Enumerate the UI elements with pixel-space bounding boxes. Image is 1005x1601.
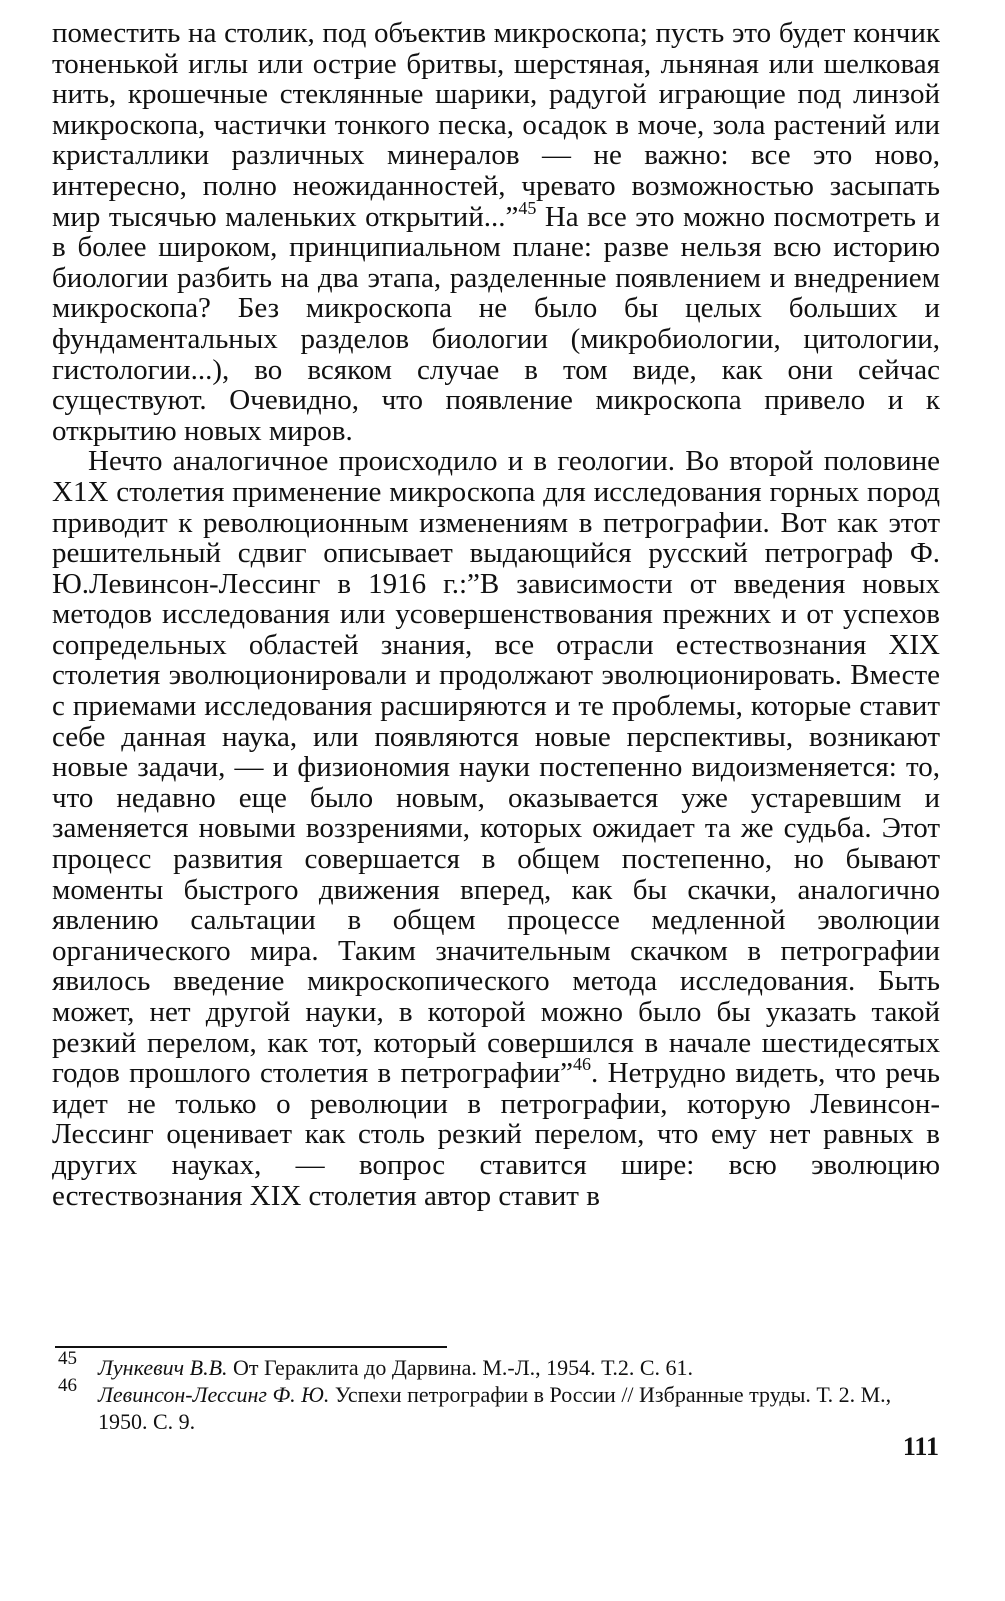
footnote xyxy=(58,1375,940,1435)
footnote-author: Левинсон-Лессинг Ф. Ю. xyxy=(98,1382,330,1407)
footnote xyxy=(58,1348,940,1381)
footnote-text: От Гераклита до Дарвина. М.-Л., 1954. Т.2. С. 61. xyxy=(227,1355,694,1380)
footnote-text: Успехи петрографии в России // Избранные труды. Т. 2. М., 1950. С. 9. xyxy=(98,1382,892,1434)
footnote-ref[interactable]: 45 xyxy=(518,197,537,218)
footnote-ref[interactable]: 46 xyxy=(573,1054,592,1075)
footnotes xyxy=(58,1348,940,1435)
page-number: 111 xyxy=(902,1432,939,1461)
paragraph xyxy=(52,446,940,1211)
paragraph-text: На все это можно посмотреть и в более широком, принципиальном плане: разве нельзя всю историю биологии разбить на два этапа, разделенные появлением и внедрением микроскопа? Без микроскопа не было бы целых больших и фундаментальных разделов биологии (микробиологии, цитологии, гистологии...), во всяком случае в том виде, как они сейчас существуют. Очевидно, что появление микроскопа привело и к открытию новых миров. xyxy=(52,200,940,447)
paragraph xyxy=(52,18,940,446)
main-text xyxy=(52,18,940,1211)
footnote-number: 45 xyxy=(58,1348,77,1369)
footnote-author: Лункевич В.В. xyxy=(98,1355,228,1380)
footnote-divider xyxy=(55,1346,447,1348)
footnote-number: 46 xyxy=(58,1375,77,1396)
paragraph-text: Нечто аналогичное происходило и в геологии. Во второй половине Х1Х столетия применение микроскопа для исследования горных пород приводит к революционным изменениям в петрографии. Вот как этот решительный сдвиг описывает выдающийся русский петрограф Ф. Ю.Левинсон-Лессинг в 1916 г.:”В зависимости от введения новых методов исследования или усовершенствования прежних и от успехов сопредельных областей знания, все отрасли естествознания XIX столетия эволюционировали и продолжают эволюционировать. Вместе с приемами исследования расширяются и те проблемы, которые ставит себе данная наука, или появляются новые перспективы, возникают новые задачи, — и физиономия науки постепенно видоизменяется: то, что недавно еще было новым, оказывается уже устаревшим и заменяется новыми воззрениями, которых ожидает та же судьба. Этот процесс развития совершается в общем постепенно, но бывают моменты быстрого движения вперед, как бы скачки, аналогично явлению сальтации в общем процессе медленной эволюции органического мира. Таким значительным скачком в петрографии явилось введение микроскопического метода исследования. Быть может, нет другой науки, в которой можно было бы указать такой резкий перелом, как тот, который совершился в начале шестидесятых годов прошлого столетия в петрографии” xyxy=(52,445,940,1090)
paragraph-text: . Нетрудно видеть, что речь идет не только о революции в петрографии, которую Левинсон-Лессинг оценивает как столь резкий перелом, что ему нет равных в других науках, — вопрос ставится шире: всю эволюцию естествознания XIX столетия автор ставит в xyxy=(52,1057,940,1212)
paragraph-text: поместить на столик, под объектив микроскопа; пусть это будет кончик тоненькой иглы или острие бритвы, шерстяная, льняная или шелковая нить, крошечные стеклянные шарики, радугой играющие под линзой микроскопа, частички тонкого песка, осадок в моче, зола растений или кристаллики различных минералов — не важно: все это ново, интересно, полно неожиданностей, чревато возможностью засыпать мир тысячью маленьких открытий...” xyxy=(52,17,940,233)
